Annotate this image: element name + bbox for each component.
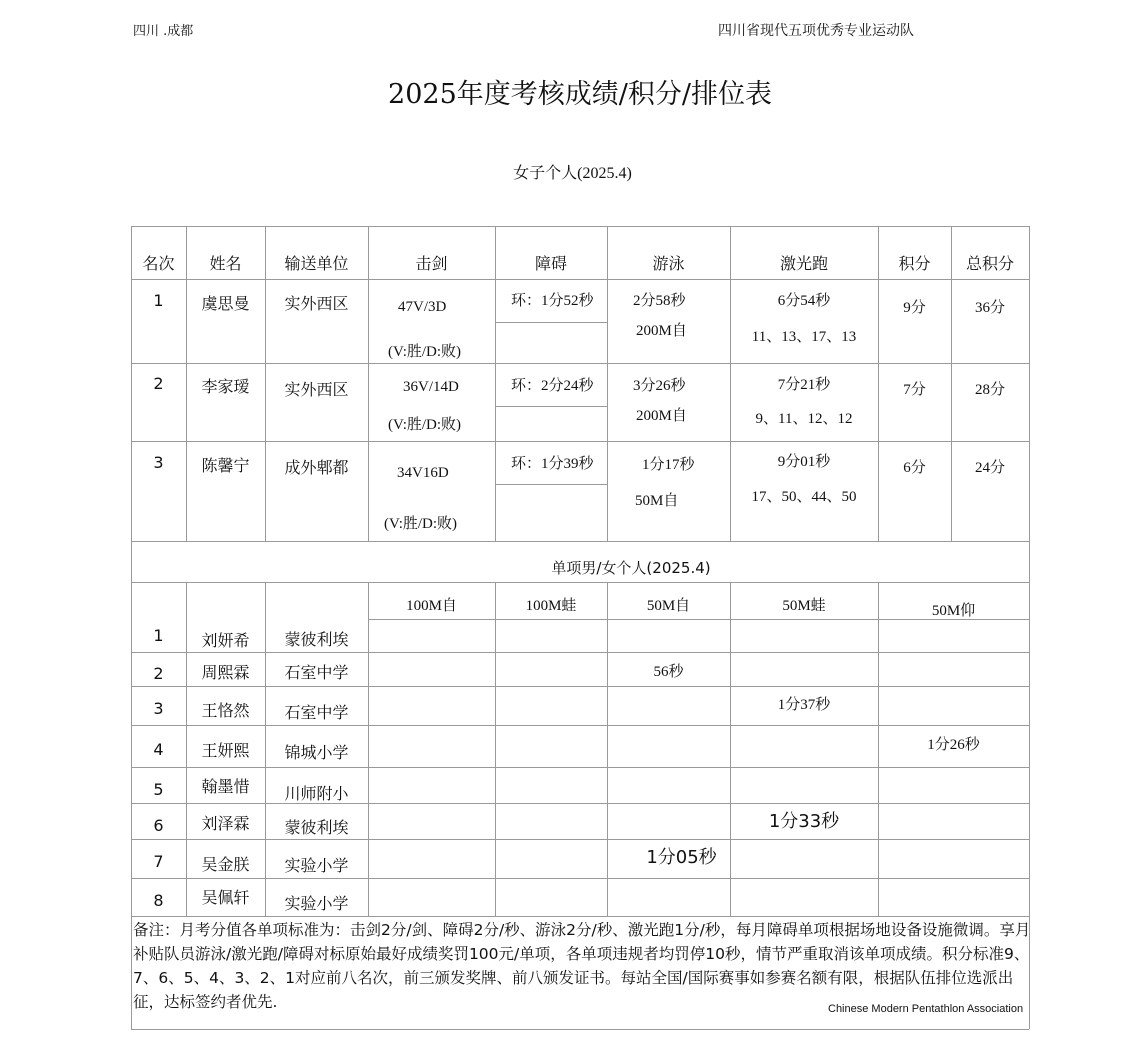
- rank-cell: 5: [153, 780, 164, 799]
- laser-splits: 9、11、12、12: [755, 411, 853, 427]
- result-cell: 1分33秒: [768, 811, 840, 832]
- name-cell: 吴佩轩: [201, 888, 250, 907]
- total-cell: 28分: [974, 382, 1005, 398]
- name-cell: 王妍熙: [201, 741, 250, 760]
- single-col-50m-back: 50M仰: [931, 603, 976, 619]
- name-cell: 刘泽霖: [201, 814, 250, 833]
- unit-cell: 蒙彼利埃: [284, 818, 349, 837]
- name-cell: 虞思曼: [201, 294, 250, 313]
- col-header-name: 姓名: [209, 254, 242, 273]
- header-right: 四川省现代五项优秀专业运动队: [718, 23, 914, 39]
- fencing-record: 47V/3D: [398, 299, 447, 315]
- fencing-record: 36V/14D: [403, 379, 459, 395]
- unit-cell: 实验小学: [284, 856, 349, 875]
- col-header-unit: 输送单位: [284, 254, 349, 273]
- rank-cell: 8: [153, 891, 164, 910]
- single-col-100m-breast: 100M蛙: [525, 598, 577, 614]
- result-cell: 56秒: [653, 664, 684, 680]
- obstacle-time: 环：2分24秒: [511, 378, 594, 394]
- rank-cell: 4: [153, 740, 164, 759]
- single-col-50m-free: 50M自: [646, 598, 691, 614]
- laser-time: 7分21秒: [777, 377, 831, 393]
- points-cell: 6分: [903, 460, 926, 476]
- swim-event: 200M自: [636, 408, 687, 424]
- unit-cell: 实外西区: [284, 380, 349, 399]
- name-cell: 王恪然: [201, 701, 250, 720]
- laser-time: 6分54秒: [777, 293, 831, 309]
- header-left: 四川 .成都: [133, 24, 194, 39]
- rank-cell: 7: [153, 852, 164, 871]
- swim-time: 3分26秒: [633, 378, 686, 394]
- table-subtitle: 女子个人(2025.4): [513, 165, 632, 182]
- name-cell: 翰墨惜: [201, 777, 250, 796]
- swim-event: 50M自: [635, 493, 679, 509]
- rank-cell: 6: [153, 816, 164, 835]
- rank-cell: 1: [153, 626, 164, 645]
- single-col-100m-free: 100M自: [406, 598, 457, 614]
- association-name: Chinese Modern Pentathlon Association: [828, 1003, 1024, 1015]
- unit-cell: 成外郫都: [284, 458, 349, 477]
- col-header-rank: 名次: [142, 254, 175, 273]
- unit-cell: 锦城小学: [284, 743, 349, 762]
- swim-time: 1分17秒: [642, 457, 695, 473]
- swim-event: 200M自: [636, 323, 687, 339]
- fencing-note: (V:胜/D:败): [388, 417, 462, 433]
- name-cell: 李家瑷: [201, 377, 250, 396]
- rank-cell: 1: [153, 291, 164, 310]
- single-col-50m-breast: 50M蛙: [782, 598, 826, 614]
- col-header-total: 总积分: [965, 254, 1014, 273]
- col-header-obstacle: 障碍: [534, 254, 567, 273]
- rank-cell: 2: [153, 664, 164, 683]
- name-cell: 吴金朕: [201, 855, 250, 874]
- remarks-note: 备注：月考分值各单项标准为：击剑2分/剑、障碍2分/秒、游泳2分/秒、激光跑1分/秒，每月障碍单项根据场地设备设施微调。享月补贴队员游泳/激光跑/障碍对标原始最好成绩奖罚100元/单项，各单项违规者均罚停10秒，情节严重取消该单项成绩。积分标准9、7、6、5、4、3、2、1对应前八名次，前三颁发奖牌、前八颁发证书。每站全国/国际赛事如参赛名额有限，根据队伍排位选派出征，达标签约者优先.: [133, 921, 1031, 1011]
- unit-cell: 实验小学: [284, 894, 349, 913]
- swim-time: 2分58秒: [633, 293, 686, 309]
- col-header-points: 积分: [898, 254, 931, 273]
- page-title: 2025年度考核成绩/积分/排位表: [388, 79, 772, 110]
- laser-splits: 11、13、17、13: [751, 329, 857, 345]
- unit-cell: 石室中学: [284, 703, 349, 722]
- unit-cell: 蒙彼利埃: [284, 630, 349, 649]
- fencing-note: (V:胜/D:败): [384, 516, 458, 532]
- single-events-title: 单项男/女个人(2025.4): [551, 559, 711, 577]
- laser-splits: 17、50、44、50: [751, 489, 857, 505]
- rank-cell: 2: [153, 374, 164, 393]
- result-cell: 1分37秒: [777, 697, 831, 713]
- fencing-record: 34V16D: [397, 465, 449, 481]
- col-header-laser-run: 激光跑: [779, 254, 828, 273]
- name-cell: 刘妍希: [201, 631, 250, 650]
- laser-time: 9分01秒: [777, 454, 831, 470]
- rank-cell: 3: [153, 453, 164, 472]
- result-cell: 1分26秒: [927, 737, 980, 753]
- obstacle-time: 环：1分39秒: [511, 456, 594, 472]
- result-cell: 1分05秒: [646, 847, 717, 868]
- points-cell: 9分: [903, 300, 926, 316]
- total-cell: 24分: [974, 460, 1005, 476]
- rank-cell: 3: [153, 699, 164, 718]
- total-cell: 36分: [974, 300, 1005, 316]
- unit-cell: 石室中学: [284, 663, 349, 682]
- points-cell: 7分: [903, 382, 926, 398]
- fencing-note: (V:胜/D:败): [388, 344, 462, 360]
- name-cell: 周熙霖: [201, 663, 250, 682]
- obstacle-time: 环：1分52秒: [511, 293, 594, 309]
- unit-cell: 川师附小: [284, 784, 349, 803]
- col-header-swim: 游泳: [652, 254, 685, 273]
- col-header-fencing: 击剑: [415, 254, 448, 273]
- name-cell: 陈馨宁: [201, 456, 250, 475]
- unit-cell: 实外西区: [284, 294, 349, 313]
